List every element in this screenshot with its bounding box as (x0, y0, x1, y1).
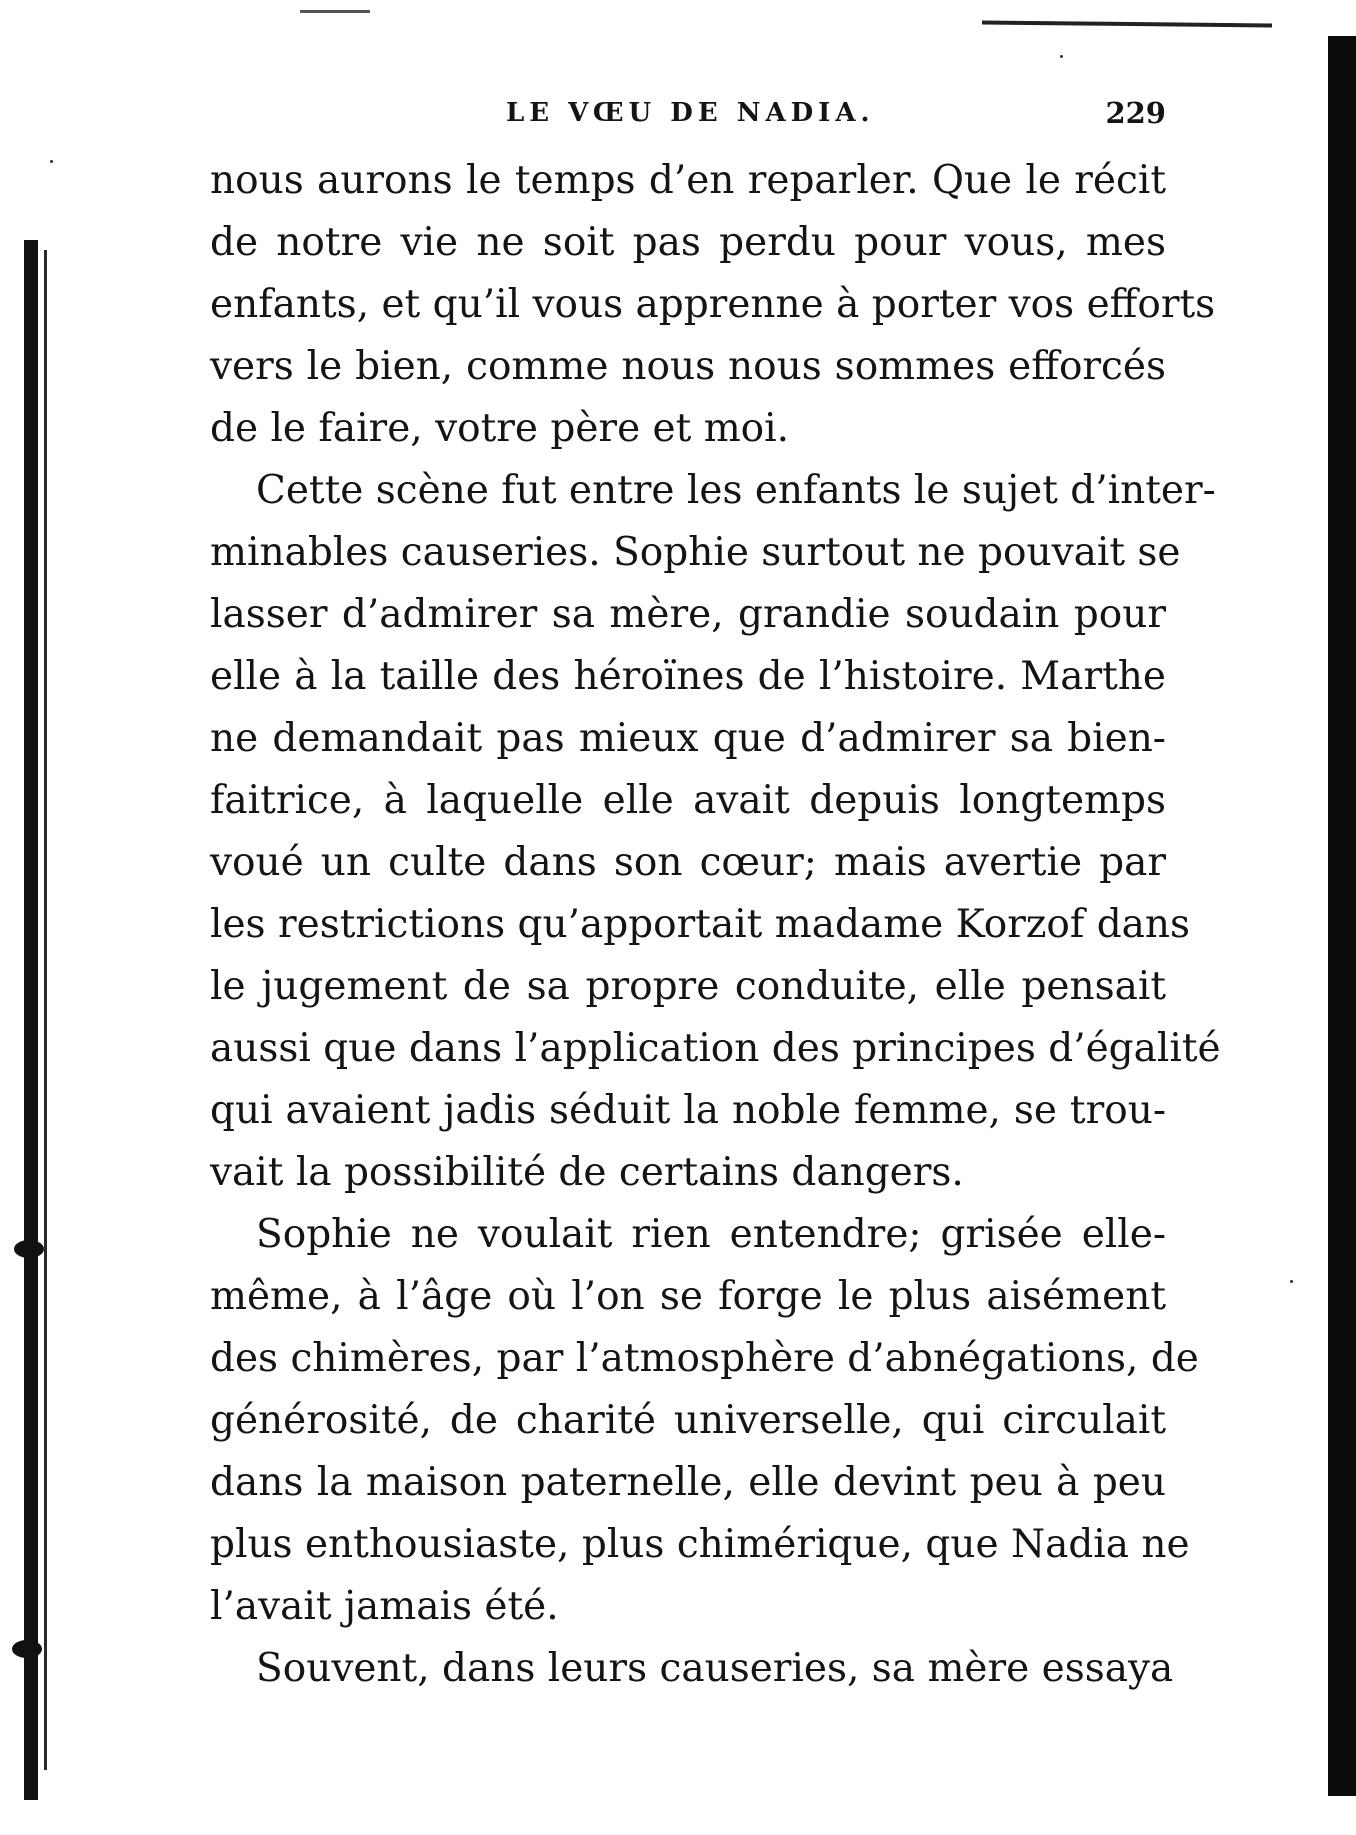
paragraph (210, 460, 1221, 1204)
scan-left-edge (24, 240, 38, 1800)
text-line: lasser d’admirer sa mère, grandie soudain pour (210, 592, 1166, 637)
running-head (210, 98, 1166, 138)
text-line: enfants, et qu’il vous apprenne à porter vos efforts (210, 282, 1216, 327)
text-line: nous aurons le temps d’en reparler. Que le récit (210, 158, 1166, 203)
text-line: générosité, de charité universelle, qui circulait (210, 1398, 1166, 1443)
text-line: des chimères, par l’atmosphère d’abnégations, de (210, 1336, 1199, 1381)
text-line: minables causeries. Sophie surtout ne pouvait se (210, 530, 1181, 575)
text-line: même, à l’âge où l’on se forge le plus aisément (210, 1274, 1166, 1319)
scan-speck (1060, 55, 1063, 58)
running-title: LE VŒU DE NADIA. (506, 98, 875, 128)
text-line: les restrictions qu’apportait madame Korzof dans (210, 902, 1191, 947)
body-text (210, 150, 1221, 1700)
text-line: le jugement de sa propre conduite, elle pensait (210, 964, 1166, 1009)
scan-top-mark (300, 10, 370, 13)
scan-top-rule (982, 20, 1272, 27)
text-line: de le faire, votre père et moi. (210, 406, 790, 451)
paragraph (210, 150, 1216, 460)
text-line: elle à la taille des héroïnes de l’histoire. Marthe (210, 654, 1166, 699)
text-line: qui avaient jadis séduit la noble femme, se trou- (210, 1088, 1166, 1133)
text-line: dans la maison paternelle, elle devint peu à peu (210, 1460, 1166, 1505)
text-line: de notre vie ne soit pas perdu pour vous, mes (210, 220, 1166, 265)
scan-speck (1290, 1280, 1293, 1283)
scan-left-edge-thin (44, 250, 47, 1770)
text-line: Souvent, dans leurs causeries, sa mère essaya (256, 1646, 1174, 1691)
scan-speck (50, 160, 53, 163)
text-line: Sophie ne voulait rien entendre; grisée elle- (256, 1212, 1166, 1257)
text-line: vait la possibilité de certains dangers. (210, 1150, 964, 1195)
text-line: aussi que dans l’application des principes d’égalité (210, 1026, 1221, 1071)
text-line: l’avait jamais été. (210, 1584, 559, 1629)
text-line: plus enthousiaste, plus chimérique, que Nadia ne (210, 1522, 1190, 1567)
scan-right-edge (1328, 36, 1356, 1796)
scan-left-blob (14, 1240, 44, 1258)
text-line: faitrice, à laquelle elle avait depuis longtemps (210, 778, 1166, 823)
scan-left-blob (12, 1640, 42, 1658)
text-line: Cette scène fut entre les enfants le sujet d’inter- (256, 468, 1216, 513)
text-line: vers le bien, comme nous nous sommes efforcés (210, 344, 1166, 389)
paragraph (210, 1638, 1174, 1700)
text-line: ne demandait pas mieux que d’admirer sa bien- (210, 716, 1166, 761)
text-line: voué un culte dans son cœur; mais avertie par (210, 840, 1166, 885)
page-number: 229 (1105, 96, 1166, 130)
paragraph (210, 1204, 1199, 1638)
